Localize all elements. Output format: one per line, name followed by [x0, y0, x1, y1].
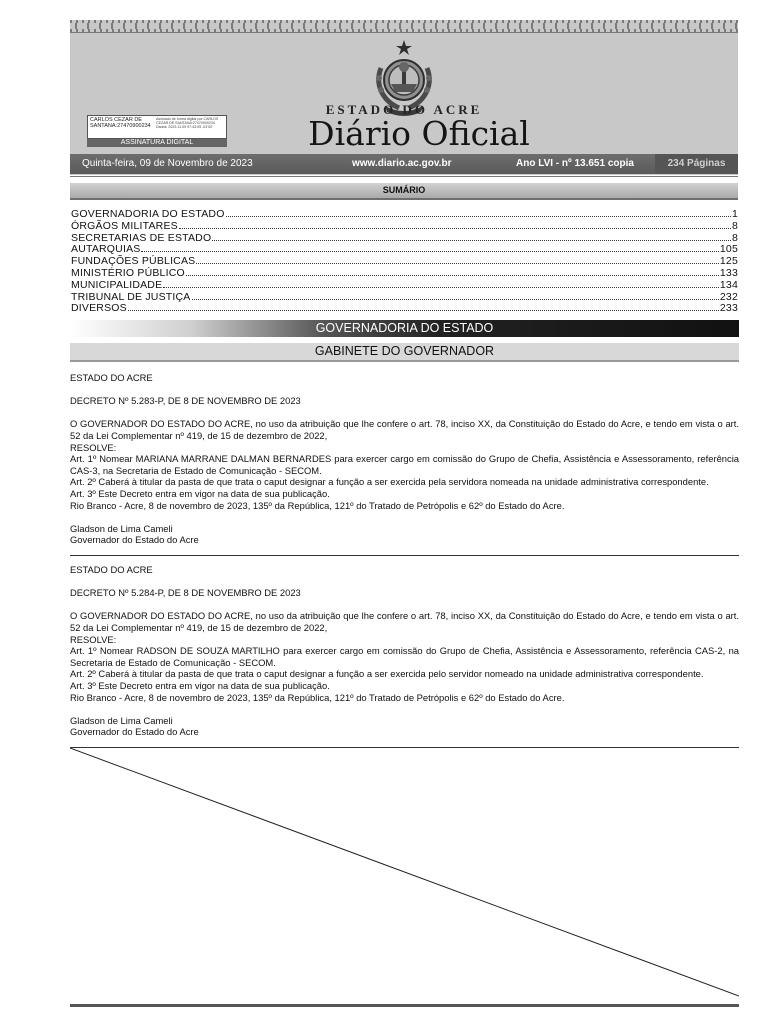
- toc-item-page: 1: [731, 208, 738, 220]
- toc-leader: [226, 208, 731, 217]
- toc-leader: [179, 220, 731, 229]
- toc-item-page: 134: [719, 278, 738, 291]
- decree-preamble: O GOVERNADOR DO ESTADO DO ACRE, no uso da atribuição que lhe confere o art. 78, inciso XX, da Constituição do Estado do Acre, e tendo em vista o art. 52 da Lei Complementar nº 419, de 15 de dezembro de 2022,: [70, 610, 739, 633]
- decree-block: [70, 564, 739, 738]
- decree-resolve: RESOLVE:: [70, 441, 117, 453]
- subsection-title: GABINETE DO GOVERNADOR: [70, 343, 739, 362]
- toc-item[interactable]: [71, 279, 738, 291]
- toc-item-page: 233: [719, 302, 738, 315]
- table-of-contents: [71, 208, 738, 314]
- decree-article-2: Art. 2º Caberá à titular da pasta de que trata o caput designar a função a ser exercida pelo servidor nomeado na unidade administrativa correspondente.: [70, 668, 704, 680]
- toc-item[interactable]: [71, 220, 738, 232]
- decree-place-date: Rio Branco - Acre, 8 de novembro de 2023, 135º da República, 121º do Tratado de Petrópolis e 62º do Estado do Acre.: [70, 691, 565, 703]
- toc-item-label: MINISTÉRIO PÚBLICO: [71, 266, 185, 279]
- toc-item[interactable]: [71, 267, 738, 279]
- summary-title: SUMÁRIO: [70, 183, 738, 200]
- toc-item[interactable]: [71, 255, 738, 267]
- edition-number: Ano LVI - nº 13.651 copia: [516, 158, 634, 169]
- decree-state: ESTADO DO ACRE: [70, 372, 153, 383]
- decree-article-1: Art. 1º Nomear MARIANA MARRANE DALMAN BERNARDES para exercer cargo em comissão do Grupo de Chefia, Assistência e Assessoramento, referência CAS-3, na Secretaria de Estado de Comunicação - SECOM.: [70, 453, 739, 476]
- toc-item[interactable]: [71, 291, 738, 303]
- decree-article-2: Art. 2º Caberá à titular da pasta de que trata o caput designar a função a ser exercida pela servidora nomeada na unidade administrativa correspondente.: [70, 476, 709, 488]
- toc-item-label: MUNICIPALIDADE: [71, 278, 163, 291]
- page-bottom-rule: [70, 1004, 739, 1007]
- toc-leader: [192, 291, 719, 300]
- issue-date: Quinta-feira, 09 de Novembro de 2023: [82, 158, 253, 169]
- decree-signer-role: Governador do Estado do Acre: [70, 726, 199, 738]
- toc-item[interactable]: [71, 232, 738, 244]
- toc-leader: [163, 279, 719, 288]
- decree-article-3: Art. 3º Este Decreto entra em vigor na data de sua publicação.: [70, 679, 330, 691]
- toc-item-label: SECRETARIAS DE ESTADO: [71, 231, 212, 244]
- header-divider: [70, 176, 738, 177]
- page-count: 234 Páginas: [655, 154, 738, 174]
- toc-item-label: FUNDAÇÕES PÚBLICAS: [71, 255, 196, 268]
- toc-leader: [141, 243, 718, 252]
- toc-leader: [128, 302, 719, 311]
- signature-signer: CARLOS CEZAR DE SANTANA:27470900234: [90, 117, 151, 129]
- toc-item-page: 105: [719, 243, 738, 256]
- toc-item[interactable]: [71, 302, 738, 314]
- decree-block: [70, 372, 739, 546]
- toc-leader: [212, 232, 731, 241]
- signature-detail: Assinado de forma digital por CARLOS CEZAR DE SANTANA:27470900234 Dados: 2023.11.09 07:43:05 -03'00': [156, 117, 219, 129]
- decree-signer: Gladson de Lima Cameli: [70, 522, 173, 534]
- toc-item-page: 232: [719, 290, 738, 303]
- toc-item-label: ÓRGÃOS MILITARES: [71, 219, 178, 232]
- state-name: ESTADO DO ACRE: [325, 102, 483, 117]
- decree-article-1: Art. 1º Nomear RADSON DE SOUZA MARTILHO para exercer cargo em comissão do Grupo de Chefia, Assistência e Assessoramento, referência CAS-2, na Secretaria de Estado de Comunicação - SECOM.: [70, 645, 739, 668]
- toc-item-page: 125: [719, 255, 738, 268]
- toc-item-label: GOVERNADORIA DO ESTADO: [71, 208, 225, 220]
- greek-key-border: [70, 20, 738, 33]
- decree-place-date: Rio Branco - Acre, 8 de novembro de 2023, 135º da República, 121º do Tratado de Petrópolis e 62º do Estado do Acre.: [70, 499, 565, 511]
- decree-state: ESTADO DO ACRE: [70, 564, 153, 575]
- decree-title: DECRETO Nº 5.283-P, DE 8 DE NOVEMBRO DE 2023: [70, 395, 301, 407]
- digital-signature-box: [87, 115, 227, 139]
- toc-item-label: AUTARQUIAS: [71, 243, 141, 256]
- toc-item-label: TRIBUNAL DE JUSTIÇA: [71, 290, 191, 303]
- blank-space-strike-line: [70, 748, 739, 998]
- info-bar: [70, 154, 738, 174]
- decree-signer: Gladson de Lima Cameli: [70, 714, 173, 726]
- section-title: GOVERNADORIA DO ESTADO: [70, 320, 739, 337]
- journal-title: Diário Oficial: [308, 114, 530, 153]
- toc-item-page: 133: [719, 266, 738, 279]
- masthead: [70, 20, 738, 175]
- website-link[interactable]: www.diario.ac.gov.br: [352, 158, 452, 169]
- toc-item-page: 8: [731, 231, 738, 244]
- decree-signer-role: Governador do Estado do Acre: [70, 534, 199, 546]
- toc-item-label: DIVERSOS: [71, 302, 127, 315]
- toc-item-page: 8: [731, 219, 738, 232]
- decree-article-3: Art. 3º Este Decreto entra em vigor na data de sua publicação.: [70, 487, 330, 499]
- decree-resolve: RESOLVE:: [70, 633, 117, 645]
- decree-divider: [70, 555, 739, 556]
- toc-leader: [196, 255, 718, 264]
- toc-leader: [186, 267, 719, 276]
- signature-label: ASSINATURA DIGITAL: [87, 139, 227, 147]
- toc-item[interactable]: [71, 208, 738, 220]
- decree-title: DECRETO Nº 5.284-P, DE 8 DE NOVEMBRO DE 2023: [70, 587, 301, 599]
- decree-preamble: O GOVERNADOR DO ESTADO DO ACRE, no uso da atribuição que lhe confere o art. 78, inciso XX, da Constituição do Estado do Acre, e tendo em vista o art. 52 da Lei Complementar nº 419, de 15 de dezembro de 2022,: [70, 418, 739, 441]
- toc-item[interactable]: [71, 243, 738, 255]
